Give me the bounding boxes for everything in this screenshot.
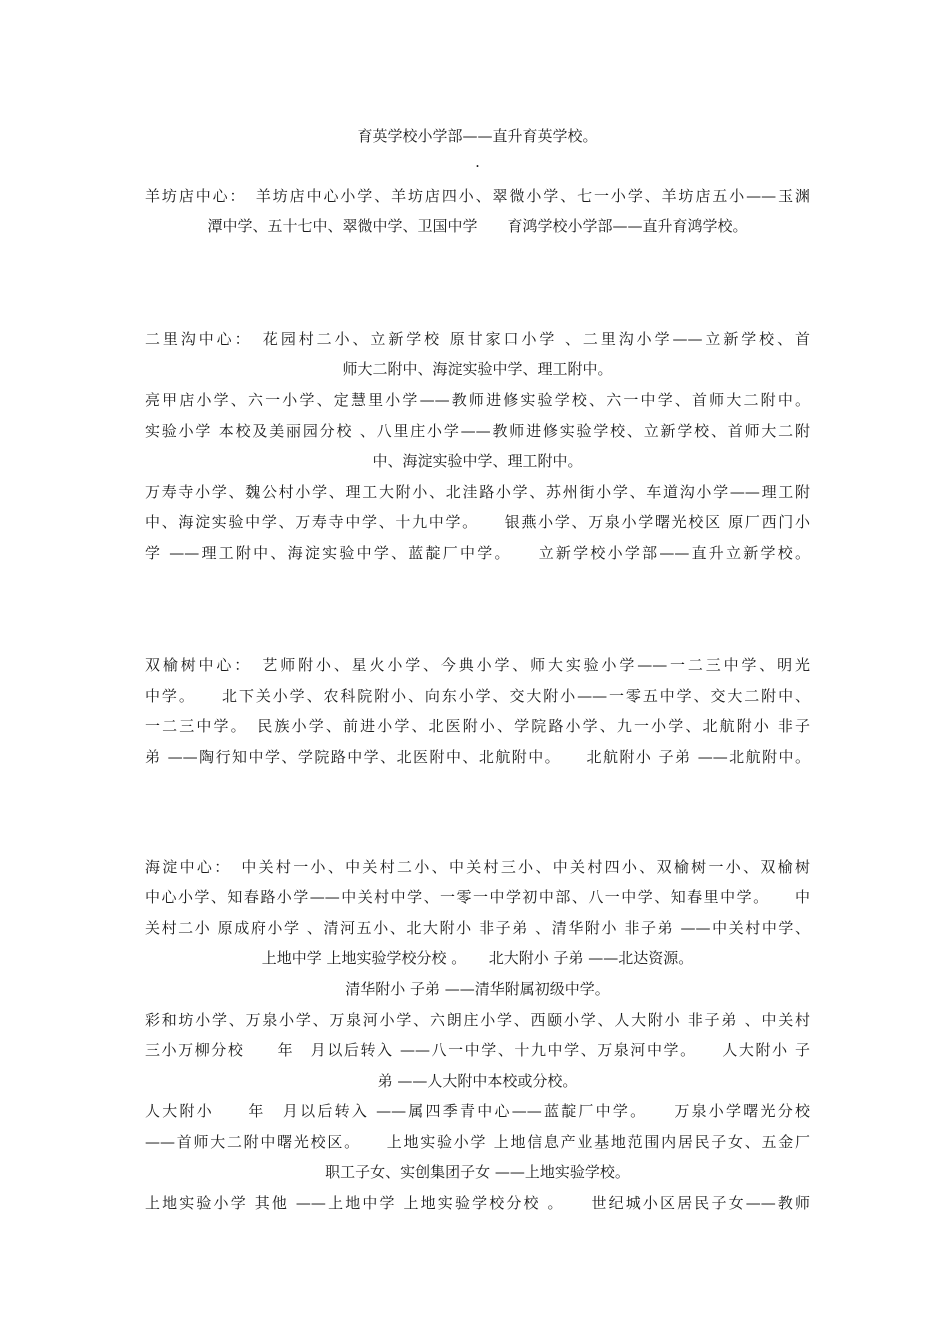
text-line: 职工子女、实创集团子女 ——上地实验学校。	[325, 1163, 630, 1181]
text-line: 育英学校小学部——直升育英学校。	[357, 127, 598, 145]
text-line: 师大二附中、海淀实验中学、理工附中。	[342, 360, 613, 378]
text-line: 弟 ——人大附中本校或分校。	[377, 1072, 578, 1090]
text-line: 上地中学 上地实验学校分校 。 北大附小 子弟 ——北达资源。	[261, 949, 694, 967]
text-line: 彩和坊小学、万泉小学、万泉河小学、六朗庄小学、西颐小学、人大附小 非子弟 、中关村	[145, 1011, 810, 1029]
text-line: 潭中学、五十七中、翠微中学、卫国中学 育鸿学校小学部——直升育鸿学校。	[207, 217, 748, 235]
text-line: 中学。 北下关小学、农科院附小、向东小学、交大附小——一零五中学、交大二附中、	[145, 687, 810, 705]
text-line: 上地实验小学 其他 ——上地中学 上地实验学校分校 。 世纪城小区居民子女——教师	[145, 1194, 810, 1212]
text-line: 万寿寺小学、魏公村小学、理工大附小、北洼路小学、苏州街小学、车道沟小学——理工附	[145, 483, 810, 501]
text-line: 中、海淀实验中学、理工附中。	[372, 452, 583, 470]
text-line: 中、海淀实验中学、万寿寺中学、十九中学。 银燕小学、万泉小学曙光校区 原厂西门小	[145, 513, 810, 531]
text-line: 中心小学、知春路小学——中关村中学、一零一中学初中部、八一中学、知春里中学。 中	[145, 888, 810, 906]
text-line: 关村二小 原成府小学 、清河五小、北大附小 非子弟 、清华附小 非子弟 ——中关村中学、	[145, 919, 810, 937]
dot-separator: ·	[475, 157, 480, 175]
text-line: 一二三中学。 民族小学、前进小学、北医附小、学院路小学、九一小学、北航附小 非子	[145, 717, 810, 735]
text-line: 实验小学 本校及美丽园分校 、八里庄小学——教师进修实验学校、立新学校、首师大二附	[145, 422, 810, 440]
text-line: 人大附小 年 月以后转入 ——属四季青中心——蓝靛厂中学。 万泉小学曙光分校	[145, 1102, 810, 1120]
text-line: 羊坊店中心： 羊坊店中心小学、羊坊店四小、翠微小学、七一小学、羊坊店五小——玉渊	[145, 187, 810, 205]
text-line: 弟 ——陶行知中学、学院路中学、北医附中、北航附中。 北航附小 子弟 ——北航附中。	[145, 748, 810, 766]
text-line: 双榆树中心： 艺师附小、星火小学、今典小学、师大实验小学——一二三中学、明光	[145, 656, 810, 674]
text-line: ——首师大二附中曙光校区。 上地实验小学 上地信息产业基地范围内居民子女、五金厂	[145, 1133, 810, 1151]
text-line: 三小万柳分校 年 月以后转入 ——八一中学、十九中学、万泉河中学。 人大附小 子	[145, 1041, 810, 1059]
text-line: 学 ——理工附中、海淀实验中学、蓝靛厂中学。 立新学校小学部——直升立新学校。	[145, 544, 810, 562]
text-line: 亮甲店小学、六一小学、定慧里小学——教师进修实验学校、六一中学、首师大二附中。	[145, 391, 810, 409]
text-line: 海淀中心： 中关村一小、中关村二小、中关村三小、中关村四小、双榆树一小、双榆树	[145, 858, 810, 876]
text-line: 二里沟中心： 花园村二小、立新学校 原甘家口小学 、二里沟小学——立新学校、首	[145, 330, 810, 348]
text-line: 清华附小 子弟 ——清华附属初级中学。	[345, 980, 610, 998]
